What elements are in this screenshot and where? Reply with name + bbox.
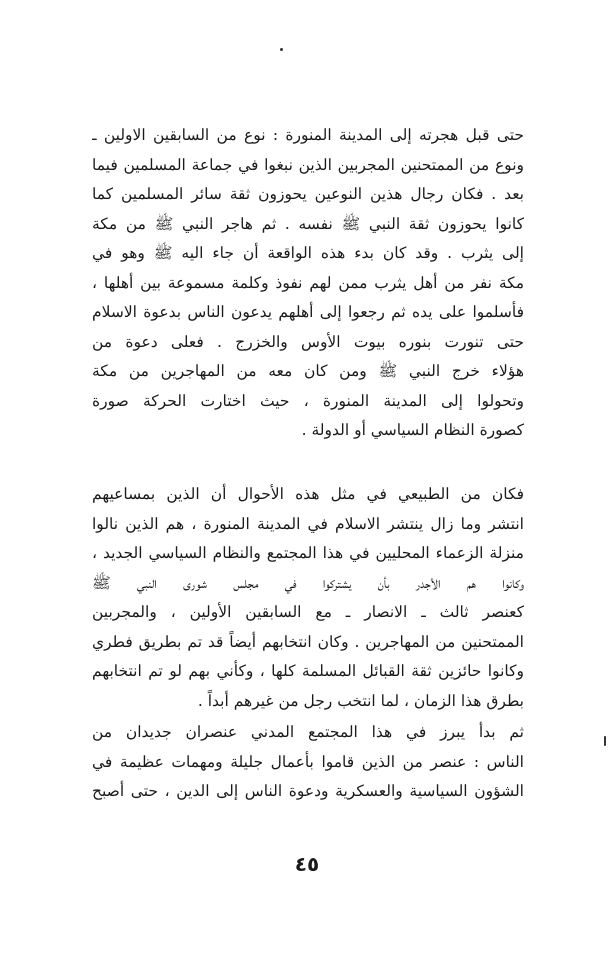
text-line: وكانوا هم الأجدر بأن يشتركوا في مجلس شورى النبي ﷺ (92, 573, 524, 592)
text-line: إلى يثرب . وقد كان بدء هذه الواقعة أن جاء اليه ﷺ وهو في (92, 244, 524, 262)
margin-mark-top (280, 48, 283, 51)
text-line: بطرق هذا الزمان ، لما انتخب رجل من غيرهم أبداً . (197, 691, 524, 710)
text-line: كانوا يحوزون ثقة النبي ﷺ نفسه . ثم هاجر النبي ﷺ من مكة (92, 214, 524, 233)
text-line: انتشر وما زال ينتشر الاسلام في المدينة المنورة ، هم الذين نالوا (92, 514, 524, 533)
text-line: الممتحنين من المهاجرين . وكان انتخابهم أيضاً قد تم بطريق فطري (92, 632, 524, 651)
text-line: بعد . فكان رجال هذين النوعين يحوزون ثقة سائر المسلمين كما (92, 185, 524, 203)
text-line: الشؤون السياسية والعسكرية ودعوة الناس إلى الدين ، حتى أصبح (92, 782, 524, 800)
text-line: هؤلاء خرج النبي ﷺ ومن كان معه من المهاجرين من مكة (92, 362, 524, 380)
text-line: ثم بدأ يبرز في هذا المجتمع المدني عنصران جديدان من (92, 723, 524, 741)
text-line: كصورة النظام السياسي أو الدولة . (301, 421, 524, 439)
text-line: حتى تنورت بنوره بيوت الأوس والخزرج . فعلى دعوة من (92, 332, 524, 351)
text-line: مكة نفر من أهل يثرب ممن لهم نفوذ وكلمة مسموعة بين أهلها ، (92, 273, 524, 292)
text-line: فأسلموا على يده ثم رجعوا إلى أهلهم يدعون الناس بدعوة الاسلام (92, 303, 524, 321)
text-line: حتى قبل هجرته إلى المدينة المنورة : نوع من السابقين الاولين ـ (92, 126, 524, 144)
text-line: فكان من الطبيعي في مثل هذه الأحوال أن الذين بمساعيهم (92, 485, 524, 503)
text-line: كعنصر ثالث ـ الانصار ـ مع السابقين الأولين ، والمجربين (92, 603, 524, 621)
paragraph-3 (92, 718, 524, 807)
text-line: وتحولوا إلى المدينة المنورة ، حيث اختارت الحركة صورة (92, 391, 524, 410)
page-number: ٤٥ (294, 852, 320, 876)
text-line: ونوع من الممتحنين المجربين الذين نبغوا في جماعة المسلمين فيما (92, 155, 524, 174)
text-line: الناس : عنصر من الذين قاموا بأعمال جليلة ومهمات عظيمة في (92, 752, 524, 771)
text-line: وكانوا حائزين ثقة القبائل المسلمة كلها ، وكأني بهم لو تم انتخابهم (92, 662, 524, 680)
paragraph-1 (92, 121, 524, 446)
paragraph-2 (92, 480, 524, 716)
margin-mark-right (604, 736, 606, 746)
text-line: منزلة الزعماء المحليين في هذا المجتمع والنظام السياسي الجديد ، (92, 544, 524, 562)
